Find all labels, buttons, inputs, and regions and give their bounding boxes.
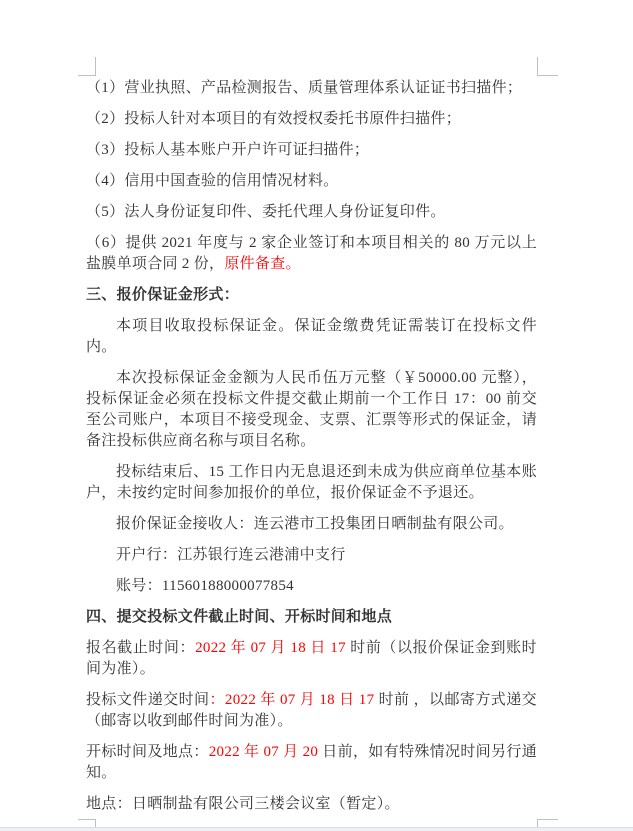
text-run: （3）投标人基本账户开户许可证扫描件；	[86, 142, 370, 158]
text-run: 投标结束后、15 工作日内无息退还到未成为供应商单位基本账户，未按约定时间参加报价的单位，报价保证金不予退还。	[86, 464, 537, 501]
text-run-red-date: 2022 年 07 月 18 日 17	[195, 640, 351, 656]
text-run: （5）法人身份证复印件、委托代理人身份证复印件。	[86, 204, 446, 220]
list-item-3	[86, 140, 537, 161]
margin-crop-mark-top-right	[537, 57, 558, 76]
text-run: 报价保证金接收人：连云港市工投集团日晒制盐有限公司。	[116, 516, 514, 532]
margin-crop-mark-top-left	[78, 57, 96, 76]
text-run: （1）营业执照、产品检测报告、质量管理体系认证证书扫描件；	[86, 80, 523, 96]
text-run-red-original-check: 原件备查。	[224, 256, 301, 272]
list-item-6	[86, 233, 537, 275]
paragraph-account-number	[86, 576, 537, 597]
text-run: 时前（以报价保证金到账时间为准）。	[86, 640, 537, 677]
text-run-red-date: 2022 年 07 月 20	[208, 744, 323, 760]
list-item-2	[86, 109, 537, 130]
list-item-5	[86, 202, 537, 223]
text-run: （6）提供 2021 年度与 2 家企业签订和本项目相关的 80 万元以上盐膜单项合同 2 份，	[86, 235, 537, 272]
page-bottom-edge	[0, 827, 633, 831]
text-run: 本项目收取投标保证金。保证金缴费凭证需装订在投标文件内。	[86, 318, 537, 355]
list-item-1	[86, 78, 537, 99]
list-item-4	[86, 171, 537, 192]
heading-text: 三、报价保证金形式：	[86, 287, 240, 303]
paragraph-deposit-required	[86, 316, 537, 358]
paragraph-deposit-receiver	[86, 514, 537, 535]
text-run: 报名截止时间：	[86, 640, 196, 656]
section-heading-3	[86, 285, 537, 306]
paragraph-deposit-amount	[86, 368, 537, 452]
text-run: 本次投标保证金金额为人民币伍万元整（￥50000.00 元整），投标保证金必须在投标文件提交截止期前一个工作日 17：00 前交至公司账户，本项目不接受现金、支票、汇票等形式的保证金，请备注投标供应商名称与项目名称。	[86, 370, 537, 449]
paragraph-bid-opening-time	[86, 742, 537, 784]
paragraph-submission-deadline	[86, 690, 537, 732]
document-content	[86, 78, 537, 825]
section-heading-4	[86, 607, 537, 628]
text-run: （2）投标人针对本项目的有效授权委托书原件扫描件；	[86, 111, 462, 127]
text-run: （4）信用中国查验的信用情况材料。	[86, 173, 339, 189]
paragraph-bank	[86, 545, 537, 566]
text-run: 日前，如有特殊情况时间另行通知。	[86, 744, 538, 781]
paragraph-bid-opening-place	[86, 794, 537, 815]
heading-text: 四、提交投标文件截止时间、开标时间和地点	[86, 609, 393, 625]
paragraph-registration-deadline	[86, 638, 537, 680]
text-run: 时前 ，以邮寄方式递交（邮寄以收到邮件时间为准）。	[86, 692, 537, 729]
text-run: 投标文件递交时间	[86, 692, 210, 708]
text-run: 开标时间及地点：	[86, 744, 209, 760]
paragraph-deposit-refund	[86, 462, 537, 504]
text-run-red-date: ：2022 年 07 月 18 日 17	[209, 692, 379, 708]
text-run: 地点：日晒制盐有限公司三楼会议室（暂定）。	[86, 796, 400, 812]
text-run: 账号：11560188000077854	[116, 578, 294, 594]
text-run: 开户行：江苏银行连云港浦中支行	[116, 547, 346, 563]
